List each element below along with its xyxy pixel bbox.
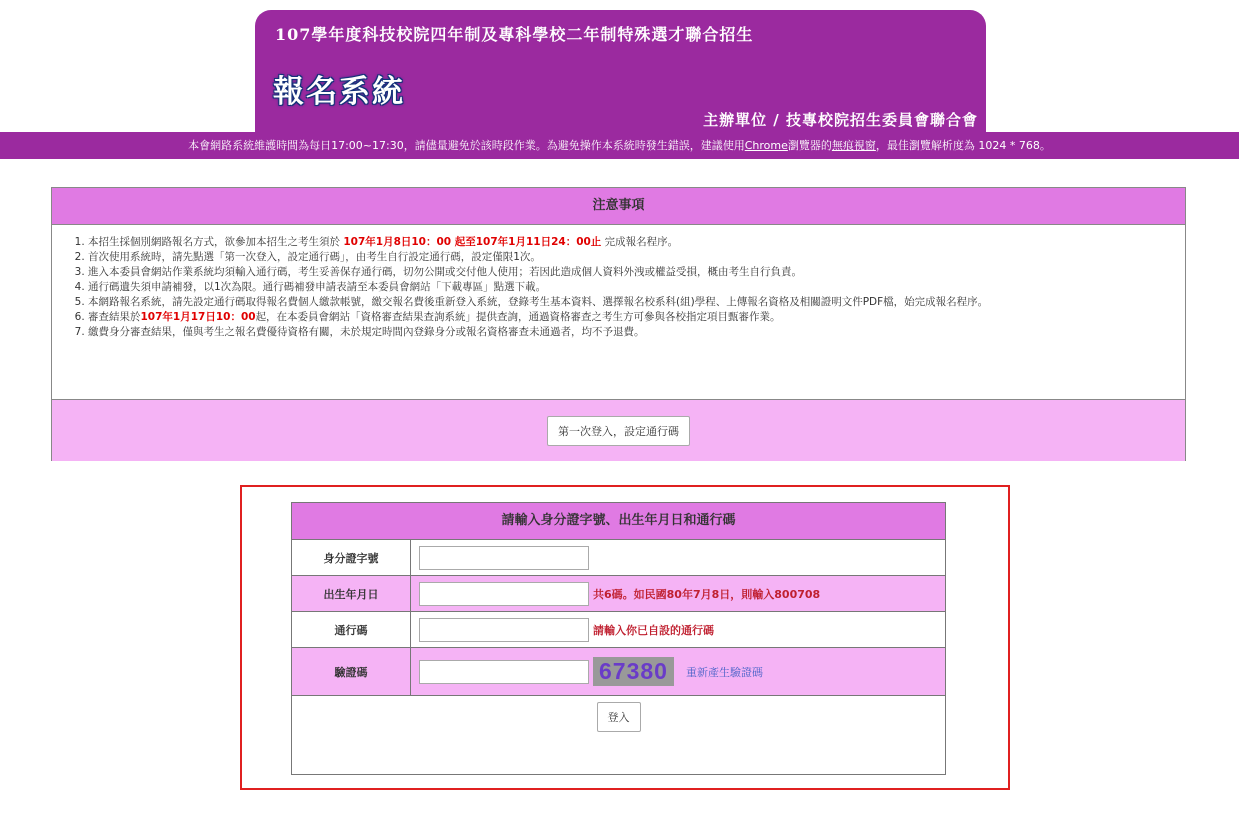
login-form <box>291 502 946 775</box>
first-login-button[interactable]: 第一次登入，設定通行碼 <box>547 416 690 446</box>
note-item-7: 7. 繳費身分審查結果，僅與考生之報名費優待資格有關，未於規定時間內登錄身分或報名資格審查未通過者，均不予退費。 <box>88 325 1155 340</box>
note-6-pre: 審查結果於 <box>88 311 141 323</box>
password-label: 通行碼 <box>292 612 411 647</box>
password-input[interactable] <box>419 618 589 642</box>
birth-input[interactable] <box>419 582 589 606</box>
captcha-image: 67380 <box>593 657 674 686</box>
password-hint: 請輸入你已自設的通行碼 <box>593 623 714 637</box>
notes-footer <box>52 399 1185 461</box>
login-button[interactable]: 登入 <box>597 702 641 732</box>
birth-hint: 共6碼。如民國80年7月8日，則輸入800708 <box>593 587 821 601</box>
notice-bar <box>0 132 1239 159</box>
site-header <box>255 10 986 132</box>
captcha-label: 驗證碼 <box>292 648 411 695</box>
header-area <box>0 0 1239 132</box>
note-item-1 <box>88 235 1155 250</box>
captcha-row <box>292 648 945 696</box>
notice-text-after: ，最佳瀏覽解析度為 1024 * 768。 <box>875 139 1051 152</box>
notes-body <box>52 225 1185 399</box>
note-item-6 <box>88 310 1155 325</box>
id-row <box>292 540 945 576</box>
note-1-dates: 107年1月8日10：00 起至107年1月11日24：00止 <box>343 236 602 248</box>
page-title: 報名系統 <box>273 74 405 110</box>
birth-label: 出生年月日 <box>292 576 411 611</box>
notes-heading: 注意事項 <box>52 188 1185 225</box>
note-item-3: 3. 進入本委員會網站作業系統均須輸入通行碼，考生妥善保存通行碼，切勿公開或交付他人使用；若因此造成個人資料外洩或權益受損，概由考生自行負責。 <box>88 265 1155 280</box>
login-heading: 請輸入身分證字號、出生年月日和通行碼 <box>292 503 945 540</box>
notes-list <box>52 235 1185 340</box>
notice-text-before: 本會網路系統維護時間為每日17:00~17:30，請儘量避免於該時段作業。為避免操作本系統時發生錯誤，建議使用 <box>188 139 745 152</box>
birth-row <box>292 576 945 612</box>
note-item-5: 5. 本網路報名系統，請先設定通行碼取得報名費個人繳款帳號，繳交報名費後重新登入系統，登錄考生基本資料、選擇報名校系科(組)學程、上傳報名資格及相關證明文件PDF檔，始完成報名程序。 <box>88 295 1155 310</box>
password-row <box>292 612 945 648</box>
header-organizer: 主辦單位 / 技專校院招生委員會聯合會 <box>703 111 978 129</box>
incognito-link[interactable]: 無痕視窗 <box>831 139 876 152</box>
notice-text-mid: 瀏覽器的 <box>787 139 832 152</box>
chrome-link[interactable]: Chrome <box>744 139 788 152</box>
note-item-4: 4. 通行碼遺失須申請補發，以1次為限。通行碼補發申請表請至本委員會網站「下載專區」點選下載。 <box>88 280 1155 295</box>
note-1-post: 完成報名程序。 <box>601 236 679 248</box>
id-label: 身分證字號 <box>292 540 411 575</box>
note-6-date: 107年1月17日10：00 <box>140 311 256 323</box>
notes-panel <box>51 187 1186 461</box>
captcha-regenerate-link[interactable]: 重新產生驗證碼 <box>685 665 763 679</box>
id-input[interactable] <box>419 546 589 570</box>
note-6-post: 起，在本委員會網站「資格審查結果查詢系統」提供查詢，通過資格審查之考生方可參與各校指定項目甄審作業。 <box>255 311 781 323</box>
login-button-row <box>292 696 945 738</box>
note-1-pre: 本招生採個別網路報名方式，欲參加本招生之考生須於 <box>88 236 344 248</box>
note-item-2: 2. 首次使用系統時，請先點選「第一次登入，設定通行碼」，由考生自行設定通行碼，設定僅限1次。 <box>88 250 1155 265</box>
header-subtitle: 107學年度科技校院四年制及專科學校二年制特殊選才聯合招生 <box>275 25 754 44</box>
login-frame <box>240 485 1010 790</box>
captcha-input[interactable] <box>419 660 589 684</box>
